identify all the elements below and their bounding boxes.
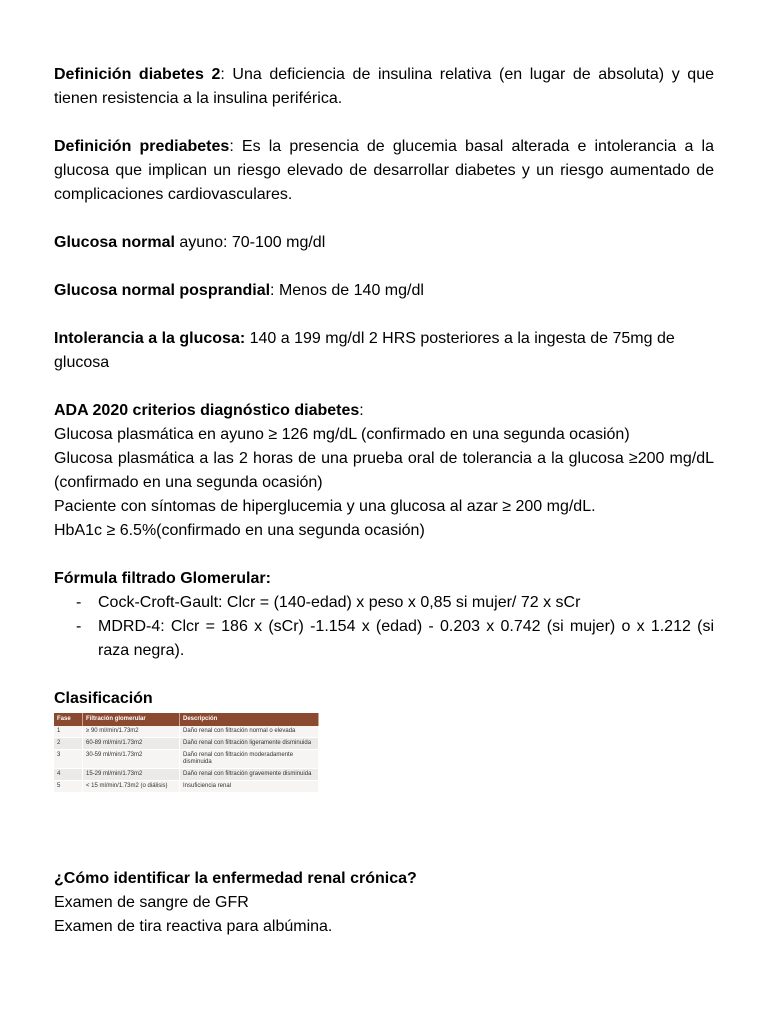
table-cell: 4 [54,769,83,781]
ada-heading-term: ADA 2020 criterios diagnóstico diabetes [54,402,360,419]
clasificacion-heading: Clasificación [54,690,153,707]
ada-criteria-section [54,399,714,543]
table-cell: ≥ 90 ml/min/1.73m2 [83,726,180,738]
glucosa-posprandial-term: Glucosa normal posprandial [54,282,271,299]
table-row [54,726,319,738]
erc-heading: ¿Cómo identificar la enfermedad renal crónica? [54,870,417,887]
table-cell: 15-29 ml/min/1.73m2 [83,769,180,781]
formula-heading: Fórmula filtrado Glomerular: [54,570,271,587]
table-cell: Daño renal con filtración ligeramente disminuida [180,738,319,750]
table-header-cell: Fase [54,713,83,726]
table-row [54,781,319,793]
table-cell: 60-89 ml/min/1.73m2 [83,738,180,750]
ada-criterion: Glucosa plasmática a las 2 horas de una prueba oral de tolerancia a la glucosa ≥200 mg/dL (confirmado en una segunda ocasión) [54,450,714,491]
table-cell: Daño renal con filtración moderadamente disminuida [180,750,319,769]
table-header-cell: Filtración glomerular [83,713,180,726]
glucosa-posprandial-paragraph [54,279,714,303]
glucosa-normal-text: ayuno: 70-100 mg/dl [174,234,326,251]
ada-criterion: Glucosa plasmática en ayuno ≥ 126 mg/dL (confirmado en una segunda ocasión) [54,426,630,443]
def-prediabetes-paragraph [54,135,714,207]
table-cell: 5 [54,781,83,793]
table-cell: Daño renal con filtración normal o elevada [180,726,319,738]
formula-list [54,591,714,663]
erc-line: Examen de tira reactiva para albúmina. [54,918,333,935]
intolerancia-term: Intolerancia a la glucosa: [54,330,246,347]
def-diabetes2-term: Definición diabetes 2 [54,66,221,83]
table-header-cell: Descripción [180,713,319,726]
table-cell: 1 [54,726,83,738]
table-header-row [54,713,319,726]
erc-section [54,867,714,939]
erc-line: Examen de sangre de GFR [54,894,249,911]
formula-section [54,567,714,663]
glucosa-normal-paragraph [54,231,714,255]
def-prediabetes-term: Definición prediabetes [54,138,230,155]
ada-heading-colon: : [359,402,364,419]
ada-criterion: HbA1c ≥ 6.5%(confirmado en una segunda ocasión) [54,522,425,539]
table-cell: < 15 ml/min/1.73m2 (o diálisis) [83,781,180,793]
table-row [54,750,319,769]
ada-criterion: Paciente con síntomas de hiperglucemia y una glucosa al azar ≥ 200 mg/dL. [54,498,596,515]
clasificacion-table [54,713,319,793]
formula-item-cockcroft: - Cock-Croft-Gault: Clcr = (140-edad) x peso x 0,85 si mujer/ 72 x sCr [54,591,714,615]
table-row [54,769,319,781]
table-cell: 30-59 ml/min/1.73m2 [83,750,180,769]
def-diabetes2-text: : Una deficiencia de insulina relativa (en lugar de absoluta) y que tienen resistencia a la insulina periférica. [54,66,714,107]
intolerancia-text: 140 a 199 mg/dl 2 HRS posteriores a la ingesta de 75mg de glucosa [54,330,675,371]
glucosa-posprandial-text: : Menos de 140 mg/dl [270,282,424,299]
table-cell: 3 [54,750,83,769]
def-diabetes2-paragraph [54,63,714,111]
glucosa-normal-term: Glucosa normal [54,234,175,251]
table-cell: Daño renal con filtración gravemente disminuida [180,769,319,781]
formula-item-mdrd: - MDRD-4: Clcr = 186 x (sCr) -1.154 x (edad) - 0.203 x 0.742 (si mujer) o x 1.212 (si raza negra). [54,615,714,663]
table-row [54,738,319,750]
table-cell: Insuficiencia renal [180,781,319,793]
ada-heading [54,399,714,423]
table-cell: 2 [54,738,83,750]
def-prediabetes-text: : Es la presencia de glucemia basal alterada e intolerancia a la glucosa que implican un riesgo elevado de desarrollar diabetes y un riesgo aumentado de complicaciones cardiovasculares. [54,138,714,203]
intolerancia-paragraph [54,327,714,375]
